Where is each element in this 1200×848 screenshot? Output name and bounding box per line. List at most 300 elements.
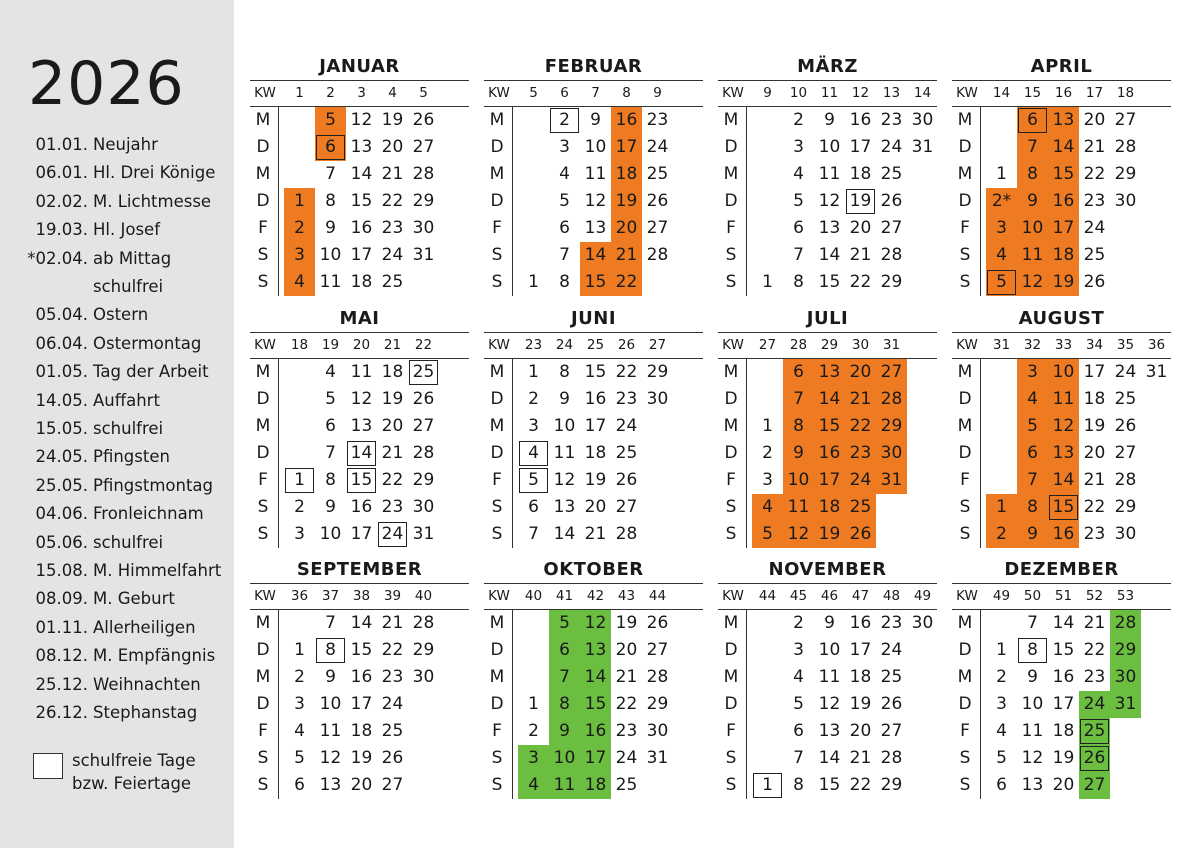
weekday-label: D <box>724 694 738 714</box>
day-cell: 28 <box>412 164 435 184</box>
weekday-label: F <box>960 470 970 490</box>
day-cell: 5 <box>996 748 1007 768</box>
day-cell: 29 <box>646 694 669 714</box>
day-cell: 3 <box>559 137 570 157</box>
holiday-date: 24.05. <box>35 447 88 467</box>
day-cell: 14 <box>350 613 373 633</box>
day-cell: 22 <box>1083 164 1106 184</box>
month-november <box>718 559 937 799</box>
day-cell: 14 <box>814 386 845 413</box>
holiday-date: 14.05. <box>35 390 88 410</box>
day-cell: 31 <box>876 467 907 494</box>
month-name: NOVEMBER <box>768 559 887 580</box>
holiday-name: Weihnachten <box>93 674 201 694</box>
day-cell: 9 <box>590 110 601 130</box>
weekday-label: D <box>724 640 738 660</box>
day-cell: 25 <box>615 443 638 463</box>
day-cell: 1 <box>528 362 539 382</box>
week-number: 4 <box>388 85 397 101</box>
weekday-label: D <box>958 640 972 660</box>
week-number: 18 <box>1116 85 1135 101</box>
kw-label: KW <box>722 85 744 101</box>
day-cell: 4 <box>325 362 336 382</box>
day-cell: 20 <box>1083 110 1106 130</box>
month-august <box>952 308 1171 548</box>
day-cell: 27 <box>876 359 907 386</box>
day-cell: 21 <box>845 386 876 413</box>
weekday-label: M <box>489 110 505 130</box>
week-number: 45 <box>789 588 808 604</box>
day-cell: 22 <box>1083 640 1106 660</box>
week-number: 6 <box>560 85 569 101</box>
day-cell: 11 <box>1021 721 1044 741</box>
day-cell: 21 <box>849 245 872 265</box>
day-grid <box>952 359 1171 548</box>
day-cell: 25 <box>615 775 638 795</box>
weekday-label: F <box>492 721 502 741</box>
day-cell: 4 <box>559 164 570 184</box>
week-number: 14 <box>913 85 932 101</box>
day-cell: 1 <box>986 494 1017 521</box>
week-number: 38 <box>352 588 371 604</box>
month-header-rule <box>250 583 469 584</box>
week-number-row <box>718 585 937 607</box>
day-cell: 20 <box>849 721 872 741</box>
day-cell: 17 <box>584 416 607 436</box>
holiday-row <box>0 131 234 159</box>
day-cell: 3 <box>294 694 305 714</box>
day-cell: 29 <box>1110 637 1141 664</box>
holiday-name: Ostern <box>93 305 149 325</box>
month-märz <box>718 56 937 296</box>
day-cell: 7 <box>1017 467 1048 494</box>
day-cell: 10 <box>1017 215 1048 242</box>
day-cell: 6 <box>294 775 305 795</box>
day-cell: 4 <box>752 494 783 521</box>
month-name: MÄRZ <box>797 56 858 77</box>
day-cell: 10 <box>584 137 607 157</box>
day-cell: 18 <box>381 362 404 382</box>
day-cell: 9 <box>325 497 336 517</box>
day-cell: 18 <box>849 667 872 687</box>
day-cell: 14 <box>580 664 611 691</box>
day-cell: 11 <box>319 721 342 741</box>
holiday-date: 19.03. <box>35 220 88 240</box>
week-number: 44 <box>758 588 777 604</box>
day-cell: 29 <box>880 775 903 795</box>
day-cell: 18 <box>350 272 373 292</box>
month-header-rule <box>484 332 703 333</box>
day-cell: 4 <box>518 440 549 467</box>
day-cell: 14 <box>553 524 576 544</box>
day-cell: 11 <box>319 272 342 292</box>
day-cell: 18 <box>1083 389 1106 409</box>
day-cell: 11 <box>584 164 607 184</box>
week-number-row <box>952 585 1171 607</box>
week-number: 48 <box>882 588 901 604</box>
month-name: OKTOBER <box>543 559 644 580</box>
weekday-label: D <box>256 389 270 409</box>
day-cell: 5 <box>793 694 804 714</box>
week-number: 30 <box>851 337 870 353</box>
day-cell: 4 <box>294 721 305 741</box>
month-name: JANUAR <box>319 56 400 77</box>
day-cell: 10 <box>319 524 342 544</box>
day-cell: 28 <box>1114 137 1137 157</box>
day-cell: 27 <box>880 218 903 238</box>
holiday-date: 04.06. <box>35 504 88 524</box>
week-number: 40 <box>414 588 433 604</box>
day-cell: 26 <box>615 470 638 490</box>
day-cell: 8 <box>1017 637 1048 664</box>
day-cell: 22 <box>849 775 872 795</box>
month-name: JUNI <box>570 308 617 329</box>
day-cell: 23 <box>646 110 669 130</box>
day-cell: 30 <box>412 218 435 238</box>
weekday-label: M <box>723 164 739 184</box>
holiday-row <box>0 188 234 216</box>
day-cell: 19 <box>849 694 872 714</box>
kw-label: KW <box>722 337 744 353</box>
day-cell: 1 <box>762 272 773 292</box>
day-cell: 13 <box>818 218 841 238</box>
day-cell: 23 <box>845 440 876 467</box>
day-cell: 24 <box>381 245 404 265</box>
day-cell: 4 <box>518 772 549 799</box>
weekday-label: S <box>491 748 503 768</box>
month-name: FEBRUAR <box>544 56 643 77</box>
day-cell: 16 <box>849 110 872 130</box>
weekday-label: M <box>255 362 271 382</box>
day-cell: 19 <box>1083 416 1106 436</box>
holiday-row <box>0 671 234 699</box>
week-number: 25 <box>586 337 605 353</box>
day-cell: 13 <box>350 137 373 157</box>
weekday-label: F <box>726 721 736 741</box>
day-cell: 16 <box>350 497 373 517</box>
day-cell: 18 <box>814 494 845 521</box>
week-number: 43 <box>617 588 636 604</box>
month-mai <box>250 308 469 548</box>
week-number: 34 <box>1085 337 1104 353</box>
day-cell: 23 <box>1083 524 1106 544</box>
week-number: 29 <box>820 337 839 353</box>
day-cell: 8 <box>793 272 804 292</box>
holiday-date: 08.12. <box>35 646 88 666</box>
month-name: MAI <box>339 308 380 329</box>
day-cell: 15 <box>350 640 373 660</box>
day-cell: 8 <box>1017 494 1048 521</box>
day-cell: 9 <box>783 440 814 467</box>
day-cell: 6 <box>996 775 1007 795</box>
holiday-name: Fronleichnam <box>93 504 204 524</box>
day-cell: 20 <box>849 218 872 238</box>
day-cell: 18 <box>1052 721 1075 741</box>
day-cell: 9 <box>325 218 336 238</box>
week-number: 33 <box>1054 337 1073 353</box>
day-cell: 29 <box>1114 164 1137 184</box>
day-cell: 16 <box>350 667 373 687</box>
weekday-label: M <box>255 416 271 436</box>
weekday-label: S <box>725 524 737 544</box>
day-cell: 15 <box>346 467 377 494</box>
day-cell: 2 <box>986 521 1017 548</box>
weekday-label: F <box>960 721 970 741</box>
week-number: 53 <box>1116 588 1135 604</box>
day-cell: 27 <box>412 416 435 436</box>
kw-label: KW <box>722 588 744 604</box>
day-cell: 19 <box>350 748 373 768</box>
day-cell: 1 <box>996 640 1007 660</box>
legend-swatch <box>33 753 63 779</box>
day-cell: 29 <box>412 640 435 660</box>
day-cell: 29 <box>880 272 903 292</box>
weekday-label: M <box>957 164 973 184</box>
day-cell: 10 <box>1048 359 1079 386</box>
day-cell: 11 <box>350 362 373 382</box>
kw-label: KW <box>956 85 978 101</box>
weekday-label: D <box>256 694 270 714</box>
week-number: 3 <box>357 85 366 101</box>
weekday-label: M <box>957 362 973 382</box>
day-cell: 8 <box>1017 161 1048 188</box>
weekday-label: F <box>960 218 970 238</box>
day-cell: 23 <box>880 613 903 633</box>
weekday-label: S <box>257 775 269 795</box>
weekday-label: S <box>491 524 503 544</box>
day-cell: 15 <box>818 272 841 292</box>
day-cell: 25 <box>845 494 876 521</box>
day-cell: 12 <box>350 110 373 130</box>
weekday-label: S <box>491 497 503 517</box>
day-cell: 10 <box>553 416 576 436</box>
holiday-name: Pfingsten <box>93 447 170 467</box>
weekday-label: S <box>491 245 503 265</box>
holiday-row <box>0 443 234 471</box>
holiday-date: 01.05. <box>35 362 88 382</box>
holiday-name: M. Lichtmesse <box>93 191 212 211</box>
day-cell: 28 <box>412 443 435 463</box>
day-cell: 18 <box>611 161 642 188</box>
weekday-label: M <box>957 613 973 633</box>
week-number: 51 <box>1054 588 1073 604</box>
day-cell: 31 <box>646 748 669 768</box>
day-cell: 23 <box>615 389 638 409</box>
day-cell: 19 <box>611 188 642 215</box>
day-cell: 22 <box>615 362 638 382</box>
day-cell: 13 <box>553 497 576 517</box>
month-header-rule <box>718 332 937 333</box>
weekday-label: S <box>257 524 269 544</box>
day-cell: 12 <box>580 610 611 637</box>
day-cell: 21 <box>611 242 642 269</box>
weekday-label: D <box>256 640 270 660</box>
day-cell: 6 <box>325 416 336 436</box>
weekday-label: M <box>255 667 271 687</box>
day-cell: 14 <box>1048 134 1079 161</box>
day-cell: 8 <box>783 413 814 440</box>
day-cell: 27 <box>1079 772 1110 799</box>
month-header-rule <box>952 583 1171 584</box>
week-number-row <box>718 82 937 104</box>
day-cell: 24 <box>646 137 669 157</box>
day-cell: 19 <box>1052 748 1075 768</box>
day-cell: 2 <box>528 721 539 741</box>
day-cell: 2 <box>996 667 1007 687</box>
day-cell: 16 <box>611 107 642 134</box>
holiday-date: 02.02. <box>35 191 88 211</box>
day-cell: 11 <box>1048 386 1079 413</box>
kw-label: KW <box>956 337 978 353</box>
month-header-rule <box>718 583 937 584</box>
day-cell: 13 <box>319 775 342 795</box>
day-cell: 24 <box>381 694 404 714</box>
day-cell: 6 <box>528 497 539 517</box>
week-number: 12 <box>851 85 870 101</box>
day-cell: 9 <box>559 389 570 409</box>
weekday-label: S <box>959 497 971 517</box>
holiday-name: ab Mittag <box>93 248 172 268</box>
day-cell: 23 <box>1083 191 1106 211</box>
weekday-label: M <box>255 613 271 633</box>
day-cell: 30 <box>1114 524 1137 544</box>
day-cell: 6 <box>793 218 804 238</box>
day-cell: 12 <box>818 694 841 714</box>
day-cell: 23 <box>381 497 404 517</box>
weekday-label: D <box>958 137 972 157</box>
holiday-row <box>0 245 234 273</box>
day-cell: 22 <box>615 694 638 714</box>
week-number: 36 <box>1147 337 1166 353</box>
day-cell: 6 <box>783 359 814 386</box>
holiday-name: Stephanstag <box>93 703 198 722</box>
month-name: APRIL <box>1030 56 1093 77</box>
week-number: 49 <box>992 588 1011 604</box>
week-number: 36 <box>290 588 309 604</box>
kw-label: KW <box>254 337 276 353</box>
weekday-label: S <box>959 272 971 292</box>
weekday-label: D <box>958 191 972 211</box>
weekday-label: S <box>257 497 269 517</box>
week-number: 23 <box>524 337 543 353</box>
day-grid <box>484 359 703 548</box>
week-number-row <box>484 82 703 104</box>
week-number: 32 <box>1023 337 1042 353</box>
day-cell: 3 <box>793 137 804 157</box>
day-cell: 7 <box>549 664 580 691</box>
day-cell: 18 <box>849 164 872 184</box>
day-cell: 5 <box>752 521 783 548</box>
week-number: 49 <box>913 588 932 604</box>
day-cell: 13 <box>814 359 845 386</box>
day-cell: 3 <box>762 470 773 490</box>
day-cell: 1 <box>762 416 773 436</box>
day-cell: 2 <box>793 110 804 130</box>
day-cell: 7 <box>325 443 336 463</box>
day-cell: 18 <box>580 772 611 799</box>
week-number: 21 <box>383 337 402 353</box>
day-cell: 20 <box>1083 443 1106 463</box>
week-number-row <box>484 334 703 356</box>
day-cell: 22 <box>849 272 872 292</box>
day-cell: 6 <box>793 721 804 741</box>
day-cell: 21 <box>381 164 404 184</box>
day-cell: 16 <box>849 613 872 633</box>
weekday-label: F <box>726 218 736 238</box>
week-number: 24 <box>555 337 574 353</box>
weekday-label: D <box>724 443 738 463</box>
day-cell: 30 <box>646 389 669 409</box>
holiday-date: 06.04. <box>35 333 88 353</box>
day-cell: 15 <box>580 269 611 296</box>
day-cell: 30 <box>911 110 934 130</box>
weekday-label: M <box>255 164 271 184</box>
day-cell: 19 <box>1048 269 1079 296</box>
day-cell: 19 <box>584 470 607 490</box>
holiday-row <box>0 159 234 187</box>
day-cell: 25 <box>408 359 439 386</box>
day-grid <box>718 610 937 799</box>
day-cell: 30 <box>1110 664 1141 691</box>
day-cell: 22 <box>611 269 642 296</box>
day-cell: 17 <box>849 640 872 660</box>
day-cell: 2 <box>528 389 539 409</box>
weekday-label: S <box>725 272 737 292</box>
day-cell: 12 <box>350 389 373 409</box>
month-header-rule <box>952 332 1171 333</box>
week-number: 2 <box>326 85 335 101</box>
day-cell: 21 <box>1083 137 1106 157</box>
day-cell: 14 <box>1048 467 1079 494</box>
day-grid <box>250 610 469 799</box>
day-cell: 14 <box>350 164 373 184</box>
day-grid <box>250 359 469 548</box>
day-cell: 2 <box>549 107 580 134</box>
day-cell: 24 <box>880 137 903 157</box>
day-cell: 1 <box>528 272 539 292</box>
day-cell: 2 <box>284 215 315 242</box>
day-cell: 5 <box>1017 413 1048 440</box>
day-cell: 2* <box>986 188 1017 215</box>
week-number: 50 <box>1023 588 1042 604</box>
week-number: 18 <box>290 337 309 353</box>
holiday-date: 25.05. <box>35 475 88 495</box>
kw-label: KW <box>956 588 978 604</box>
weekday-label: D <box>958 389 972 409</box>
month-september <box>250 559 469 799</box>
holiday-name: Ostermontag <box>93 333 202 353</box>
day-cell: 17 <box>350 245 373 265</box>
day-cell: 28 <box>1114 470 1137 490</box>
day-cell: 30 <box>911 613 934 633</box>
week-number-row <box>250 82 469 104</box>
day-cell: 12 <box>1017 269 1048 296</box>
week-number: 16 <box>1054 85 1073 101</box>
day-cell: 5 <box>549 610 580 637</box>
day-cell: 24 <box>880 640 903 660</box>
day-cell: 26 <box>880 191 903 211</box>
week-number: 9 <box>653 85 662 101</box>
week-number: 8 <box>622 85 631 101</box>
day-cell: 28 <box>880 245 903 265</box>
week-number: 1 <box>295 85 304 101</box>
day-cell: 1 <box>752 772 783 799</box>
day-cell: 7 <box>783 386 814 413</box>
weekday-label: S <box>959 524 971 544</box>
day-cell: 12 <box>584 191 607 211</box>
day-cell: 24 <box>1114 362 1137 382</box>
weekday-label: D <box>256 137 270 157</box>
